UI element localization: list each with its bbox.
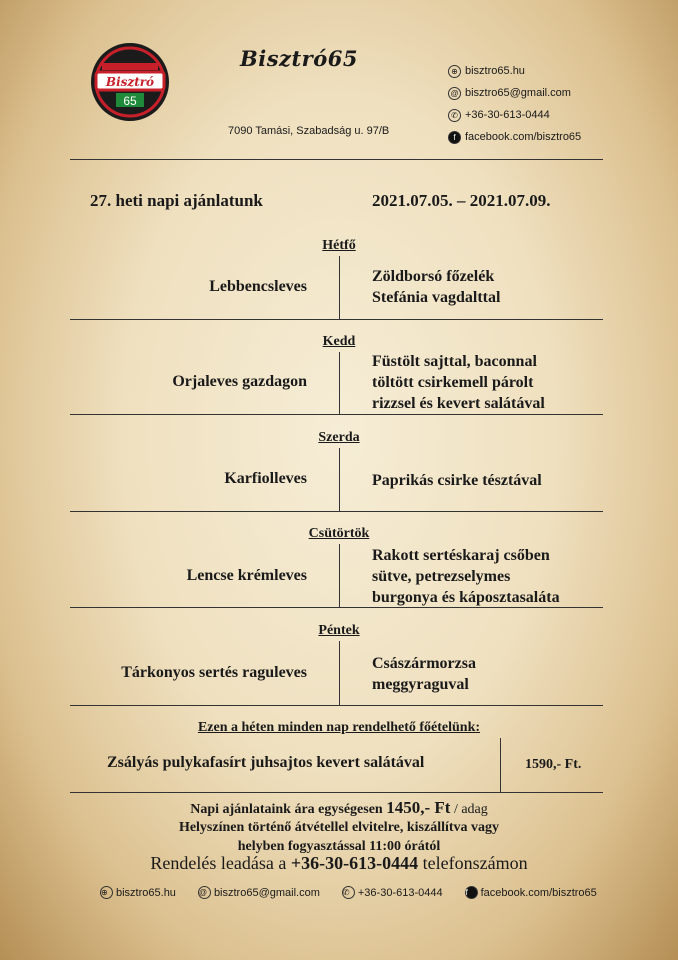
divider: [70, 159, 603, 160]
email-icon: @: [448, 87, 461, 100]
footer-phone[interactable]: ✆ +36-30-613-0444: [342, 886, 443, 899]
logo-number: 65: [123, 94, 137, 108]
date-range: 2021.07.05. – 2021.07.09.: [372, 191, 551, 210]
main-thursday: Rakott sertéskaraj csőben sütve, petrezselymes burgonya és káposztasaláta: [372, 547, 560, 606]
footer-contacts: [100, 886, 597, 899]
week-title: 27. heti napi ajánlatunk: [90, 191, 263, 210]
day-name-tuesday: Kedd: [322, 334, 356, 349]
column-divider: [339, 256, 340, 319]
main-monday: Zöldborsó főzelék Stefánia vagdalttal: [372, 268, 501, 306]
bisztro-logo: [84, 41, 176, 123]
email-icon: @: [198, 886, 211, 899]
divider: [70, 414, 603, 415]
contact-email[interactable]: @ bisztro65@gmail.com: [448, 82, 581, 104]
column-divider: [339, 448, 340, 511]
address: 7090 Tamási, Szabadság u. 97/B: [228, 125, 390, 137]
divider: [70, 511, 603, 512]
pickup-info: Helyszínen történő átvétellel elvitelre, kiszállítva vagy: [178, 820, 500, 835]
soup-tuesday: Orjaleves gazdagon: [172, 373, 307, 390]
column-divider: [339, 641, 340, 705]
order-info: Rendelés leadása a +36-30-613-0444 telefonszámon: [150, 853, 528, 873]
phone-icon: ✆: [448, 109, 461, 122]
weekly-special-title: Ezen a héten minden nap rendelhető főételünk:: [197, 720, 481, 735]
soup-monday: Lebbencsleves: [209, 278, 307, 295]
price-info: Napi ajánlataink ára egységesen 1450,- Ft / adag: [190, 798, 488, 817]
footer-website[interactable]: ⊕ bisztro65.hu: [101, 886, 176, 899]
divider: [70, 705, 603, 706]
main-friday: Császármorzsa meggyraguval: [372, 655, 476, 693]
contact-phone[interactable]: ✆ +36-30-613-0444: [448, 104, 581, 126]
soup-thursday: Lencse krémleves: [186, 567, 307, 584]
soup-wednesday: Karfiolleves: [224, 470, 307, 487]
weekly-special-item: Zsályás pulykafasírt juhsajtos kevert salátával: [107, 754, 425, 771]
divider: [70, 319, 603, 320]
main-tuesday: Füstölt sajttal, baconnal töltött csirkemell párolt rizzsel és kevert salátával: [372, 353, 545, 412]
day-name-friday: Péntek: [318, 623, 360, 638]
contact-website[interactable]: ⊕ bisztro65.hu: [448, 60, 581, 82]
order-phone: +36-30-613-0444: [290, 853, 419, 873]
header-contacts: [448, 60, 581, 148]
main-wednesday: Paprikás csirke tésztával: [372, 472, 542, 489]
column-divider: [339, 544, 340, 607]
globe-icon: ⊕: [448, 65, 461, 78]
facebook-icon: f: [465, 886, 478, 899]
contact-facebook[interactable]: f facebook.com/bisztro65: [448, 126, 581, 148]
hours-info: helyben fogyasztással 11:00 órától: [237, 839, 441, 854]
phone-icon: ✆: [342, 886, 355, 899]
price-value: 1450,- Ft: [386, 798, 451, 817]
day-name-monday: Hétfő: [322, 238, 356, 253]
column-divider: [339, 352, 340, 414]
globe-icon: ⊕: [100, 886, 113, 899]
divider: [70, 607, 603, 608]
day-name-thursday: Csütörtök: [308, 526, 370, 541]
column-divider: [500, 738, 501, 792]
divider: [70, 792, 603, 793]
footer-email[interactable]: @ bisztro65@gmail.com: [198, 886, 320, 899]
logo-text: Bisztró: [105, 75, 155, 89]
facebook-icon: f: [448, 131, 461, 144]
brand-name: Bisztró65: [240, 46, 358, 71]
footer-facebook[interactable]: f facebook.com/bisztro65: [465, 886, 597, 899]
day-name-wednesday: Szerda: [318, 430, 360, 445]
weekly-special-price: 1590,- Ft.: [525, 757, 582, 772]
soup-friday: Tárkonyos sertés raguleves: [121, 664, 307, 681]
